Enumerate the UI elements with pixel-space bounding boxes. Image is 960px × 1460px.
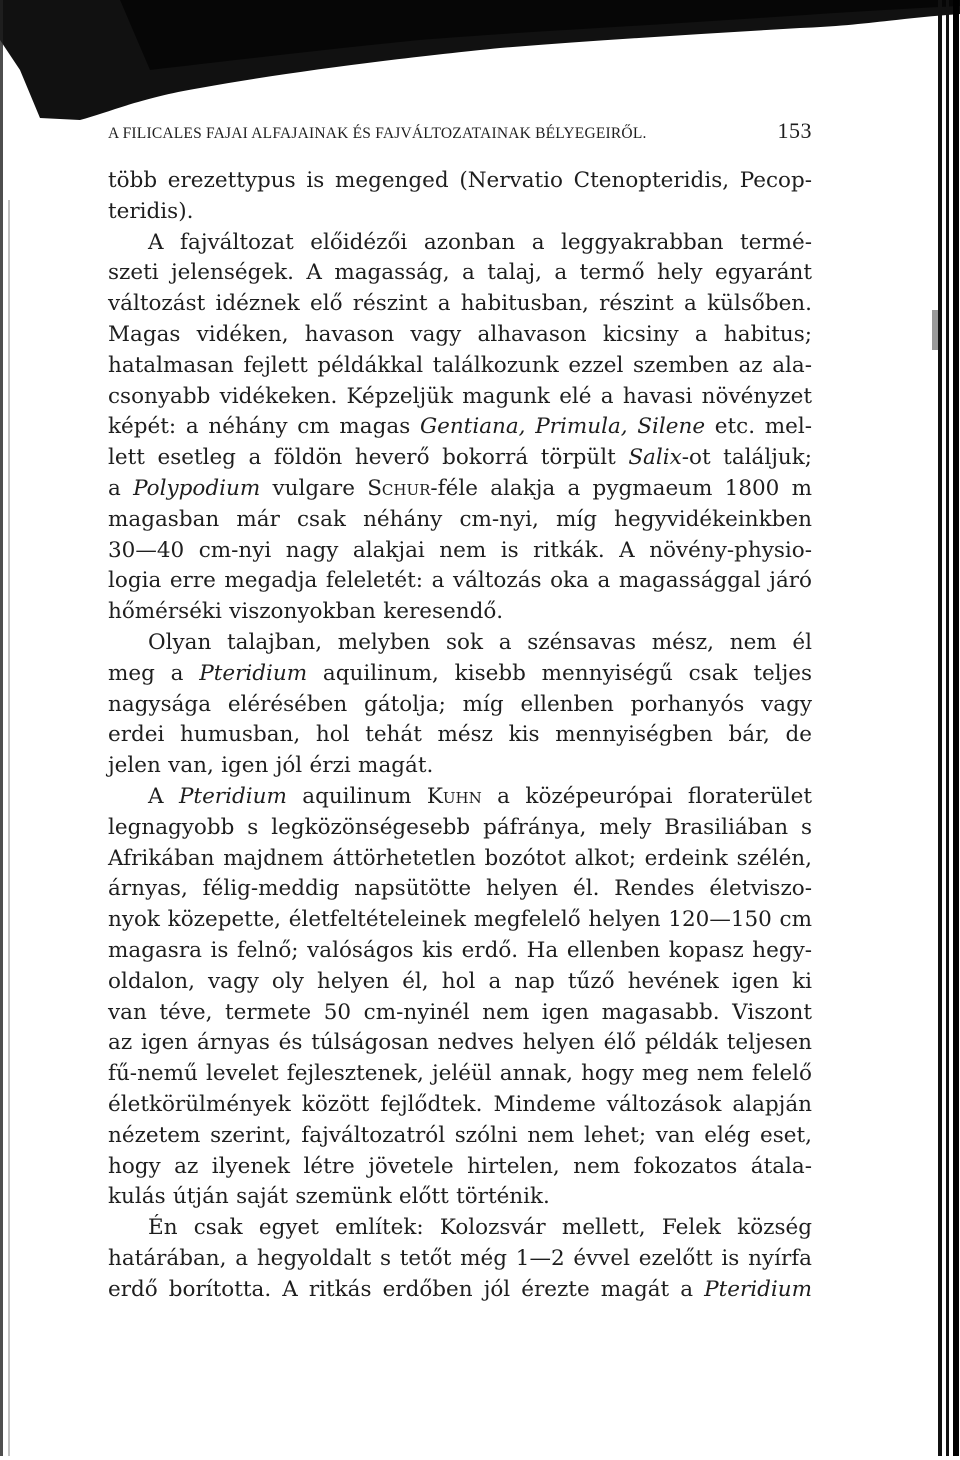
text-line: csonyabb vidékeken. Képzeljük magunk elé a havasi növényzet: [108, 383, 812, 409]
text-line: hatalmasan fejlett példákkal találkozunk ezzel szemben az ala-: [108, 352, 812, 378]
paragraph: [108, 228, 812, 628]
text-line: változást idéznek elő részint a habitusban, részint a külsőben.: [108, 291, 812, 317]
text-line: hőmérséki viszonyokban keresendő.: [108, 599, 504, 625]
text-line: lett esetleg a földön heverő bokorrá törpült Salix-ot találjuk;: [108, 445, 812, 471]
scan-edge-left: [0, 0, 14, 1456]
text-line: képét: a néhány cm magas Gentiana, Primula, Silene etc. mel-: [108, 414, 812, 440]
body-text: [108, 166, 812, 1305]
italic-term: Pteridium: [704, 1276, 812, 1302]
text-line: magasra is felnő; valóságos kis erdő. Ha ellenben kopasz hegy-: [108, 937, 812, 963]
italic-term: Salix: [628, 445, 682, 471]
text-line: teridis).: [108, 198, 194, 224]
running-head: [108, 118, 812, 154]
paragraph: [108, 1213, 812, 1305]
paragraph: [108, 782, 812, 1213]
text-line: van téve, termete 50 cm-nyinél nem igen magasabb. Viszont: [108, 999, 812, 1025]
small-caps-name: Schur: [367, 475, 431, 501]
page-number: 153: [777, 118, 812, 143]
small-caps-name: Kuhn: [426, 783, 482, 809]
text-line: magasban már csak néhány cm-nyi, míg hegyvidékeinkben: [108, 506, 812, 532]
text-line: Magas vidéken, havason vagy alhavason kicsiny a habitus;: [108, 321, 812, 347]
italic-term: Polypodium: [133, 475, 261, 501]
text-line: életkörülmények között fejlődtek. Mindeme változások alapján: [108, 1091, 812, 1117]
text-line: Én csak egyet említek: Kolozsvár mellett, Felek község: [148, 1215, 812, 1241]
text-line: erdei humusban, hol tehát mész kis mennyiségben bár, de: [108, 722, 812, 748]
italic-term: Gentiana, Primula, Silene: [419, 414, 706, 440]
text-line: Afrikában majdnem áttörhetetlen bozótot alkot; erdeink szélén,: [108, 845, 812, 871]
italic-term: Pteridium: [178, 783, 287, 809]
scan-shadow-top: [0, 0, 960, 130]
running-title: A FILICALES FAJAI ALFAJAINAK ÉS FAJVÁLTOZATAINAK BÉLYEGEIRŐL.: [108, 125, 647, 142]
text-line: nyok közepette, életfeltételeinek megfelelő helyen 120—150 cm: [108, 907, 812, 933]
italic-term: Pteridium: [199, 660, 308, 686]
text-line: szeti jelenségek. A magasság, a talaj, a termő hely egyaránt: [108, 260, 812, 286]
text-line: erdő borította. A ritkás erdőben jól érezte magát a Pteridium: [108, 1276, 812, 1302]
text-line: határában, a hegyoldalt s tetőt még 1—2 évvel ezelőtt is nyírfa: [108, 1245, 812, 1271]
text-line: logia erre megadja feleletét: a változás oka a magassággal járó: [108, 568, 812, 594]
text-line: meg a Pteridium aquilinum, kisebb mennyiségű csak teljes: [108, 660, 812, 686]
text-line: árnyas, félig-meddig napsütötte helyen él. Rendes életviszo-: [108, 876, 812, 902]
text-line: oldalon, vagy oly helyen él, hol a nap tűző hevének igen ki: [108, 968, 812, 994]
scan-edge-right: [932, 0, 960, 1456]
text-line: legnagyobb s legközönségesebb páfránya, mely Brasiliában s: [108, 814, 812, 840]
text-line: fű-nemű levelet fejlesztenek, jeléül annak, hogy meg nem felelő: [108, 1061, 812, 1087]
text-line: A Pteridium aquilinum Kuhn a középeurópai floraterület: [148, 783, 812, 809]
paragraph: [108, 166, 812, 228]
text-line: hogy az ilyenek létre jövetele hirtelen, nem fokozatos átala-: [108, 1153, 812, 1179]
text-line: több erezettypus is megenged (Nervatio Ctenopteridis, Pecop-: [108, 168, 812, 193]
text-line: Olyan talajban, melyben sok a szénsavas mész, nem él: [148, 629, 812, 655]
text-line: nézetem szerint, fajváltozatról szólni nem lehet; van elég eset,: [108, 1122, 812, 1148]
text-line: az igen árnyas és túlságosan nedves helyen élő példák teljesen: [108, 1030, 812, 1056]
paragraph: [108, 628, 812, 782]
text-line: nagysága elérésében gátolja; míg ellenben porhanyós vagy: [108, 691, 812, 717]
text-line: 30—40 cm-nyi nagy alakjai nem is ritkák. A növény-physio-: [108, 537, 812, 563]
text-line: A fajváltozat előidézői azonban a leggyakrabban termé-: [148, 229, 812, 255]
text-line: jelen van, igen jól érzi magát.: [108, 753, 434, 779]
text-line: kulás útján saját szemünk előtt történik.: [108, 1184, 550, 1210]
text-line: a Polypodium vulgare Schur-féle alakja a pygmaeum 1800 m: [108, 475, 812, 501]
book-page: [108, 118, 812, 1305]
